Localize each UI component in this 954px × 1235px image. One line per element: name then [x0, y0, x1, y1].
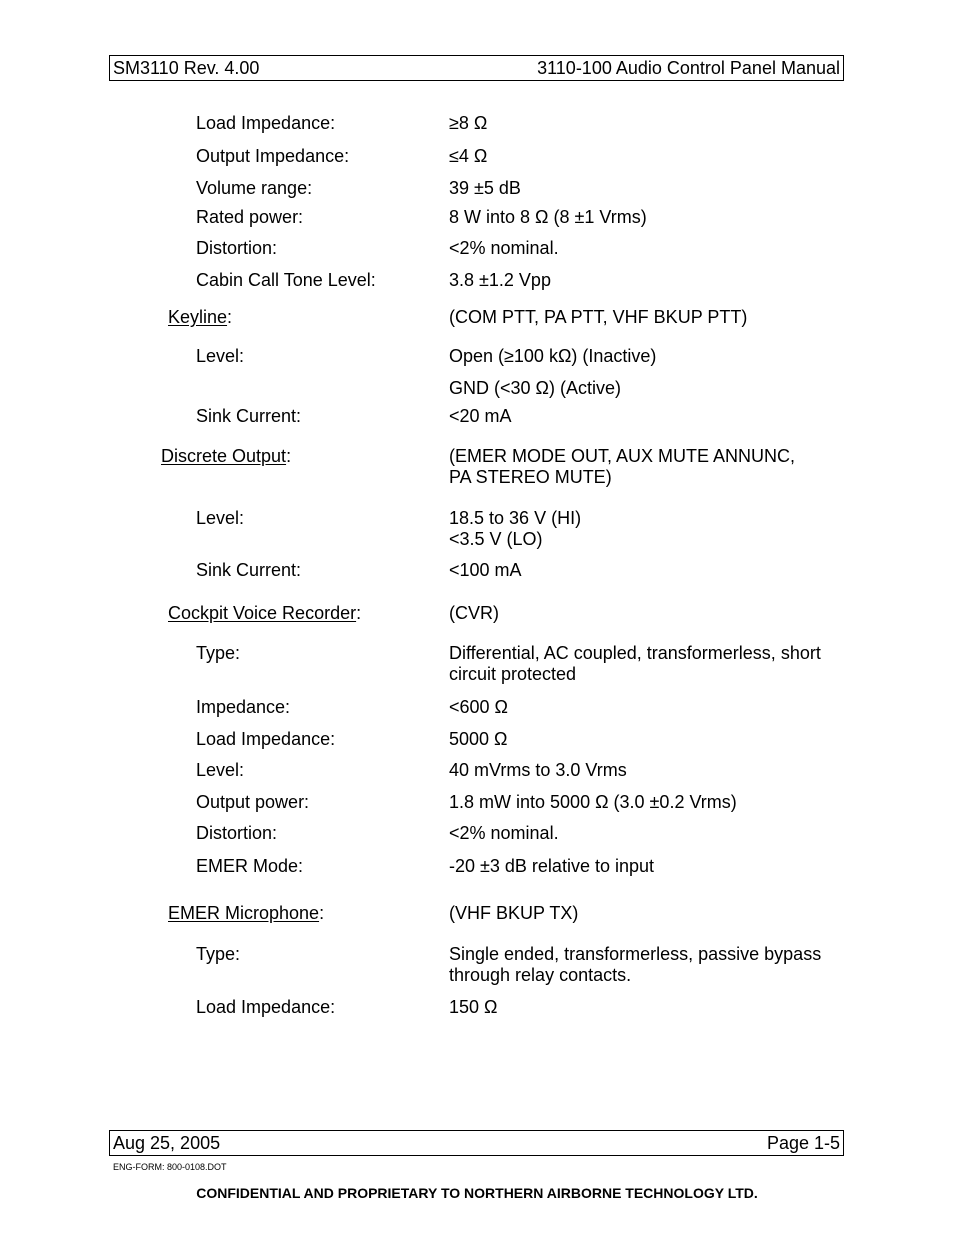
section-heading: Discrete Output:: [161, 446, 292, 466]
spec-value: Open (≥100 kΩ) (Inactive): [449, 346, 657, 366]
spec-value: <2% nominal.: [449, 238, 559, 258]
spec-value: Single ended, transformerless, passive bypass through relay contacts.: [449, 944, 822, 985]
section-heading: Cockpit Voice Recorder:: [168, 603, 362, 623]
spec-label: Distortion:: [196, 823, 278, 843]
spec-value: 40 mVrms to 3.0 Vrms: [449, 760, 627, 780]
spec-label: Type:: [196, 944, 241, 964]
spec-label: Rated power:: [196, 207, 304, 227]
spec-label: Load Impedance:: [196, 729, 336, 749]
confidentiality-notice: CONFIDENTIAL AND PROPRIETARY TO NORTHERN AIRBORNE TECHNOLOGY LTD.: [196, 1185, 758, 1201]
spec-value: GND (<30 Ω) (Active): [449, 378, 621, 398]
section-value: (EMER MODE OUT, AUX MUTE ANNUNC, PA STEREO MUTE): [449, 446, 796, 487]
spec-value: ≤4 Ω: [449, 146, 488, 166]
section-value: (CVR): [449, 603, 499, 623]
spec-value: -20 ±3 dB relative to input: [449, 856, 654, 876]
spec-label: Volume range:: [196, 178, 313, 198]
spec-value: 3.8 ±1.2 Vpp: [449, 270, 551, 290]
spec-value: 150 Ω: [449, 997, 498, 1017]
spec-value: <20 mA: [449, 406, 512, 426]
spec-label: Level:: [196, 760, 245, 780]
spec-value: 18.5 to 36 V (HI) <3.5 V (LO): [449, 508, 582, 549]
document-title: 3110-100 Audio Control Panel Manual: [537, 57, 840, 78]
spec-value: 1.8 mW into 5000 Ω (3.0 ±0.2 Vrms): [449, 792, 737, 812]
spec-label: Load Impedance:: [196, 997, 336, 1017]
spec-value: <100 mA: [449, 560, 522, 580]
spec-value: Differential, AC coupled, transformerless, short circuit protected: [449, 643, 821, 684]
section-value: (COM PTT, PA PTT, VHF BKUP PTT): [449, 307, 748, 327]
form-id: ENG-FORM: 800-0108.DOT: [113, 1162, 227, 1172]
spec-label: Sink Current:: [196, 406, 302, 426]
spec-label: Cabin Call Tone Level:: [196, 270, 376, 290]
spec-label: EMER Mode:: [196, 856, 304, 876]
spec-value: 5000 Ω: [449, 729, 508, 749]
spec-label: Distortion:: [196, 238, 278, 258]
spec-label: Level:: [196, 508, 245, 528]
page-footer: [109, 1130, 844, 1156]
spec-label: Output power:: [196, 792, 310, 812]
page-header: [109, 55, 844, 81]
page-number: Page 1-5: [766, 1132, 840, 1153]
section-heading: EMER Microphone:: [168, 903, 325, 923]
spec-label: Load Impedance:: [196, 113, 336, 133]
spec-value: <600 Ω: [449, 697, 509, 717]
spec-value: ≥8 Ω: [449, 113, 488, 133]
spec-label: Impedance:: [196, 697, 291, 717]
spec-value: <2% nominal.: [449, 823, 559, 843]
section-value: (VHF BKUP TX): [449, 903, 579, 923]
spec-label: Type:: [196, 643, 241, 663]
spec-label: Sink Current:: [196, 560, 302, 580]
spec-label: Output Impedance:: [196, 146, 350, 166]
spec-value: 8 W into 8 Ω (8 ±1 Vrms): [449, 207, 647, 227]
footer-date: Aug 25, 2005: [113, 1132, 221, 1153]
section-heading: Keyline:: [168, 307, 233, 327]
spec-value: 39 ±5 dB: [449, 178, 521, 198]
document-id: SM3110 Rev. 4.00: [113, 57, 260, 78]
spec-label: Level:: [196, 346, 245, 366]
